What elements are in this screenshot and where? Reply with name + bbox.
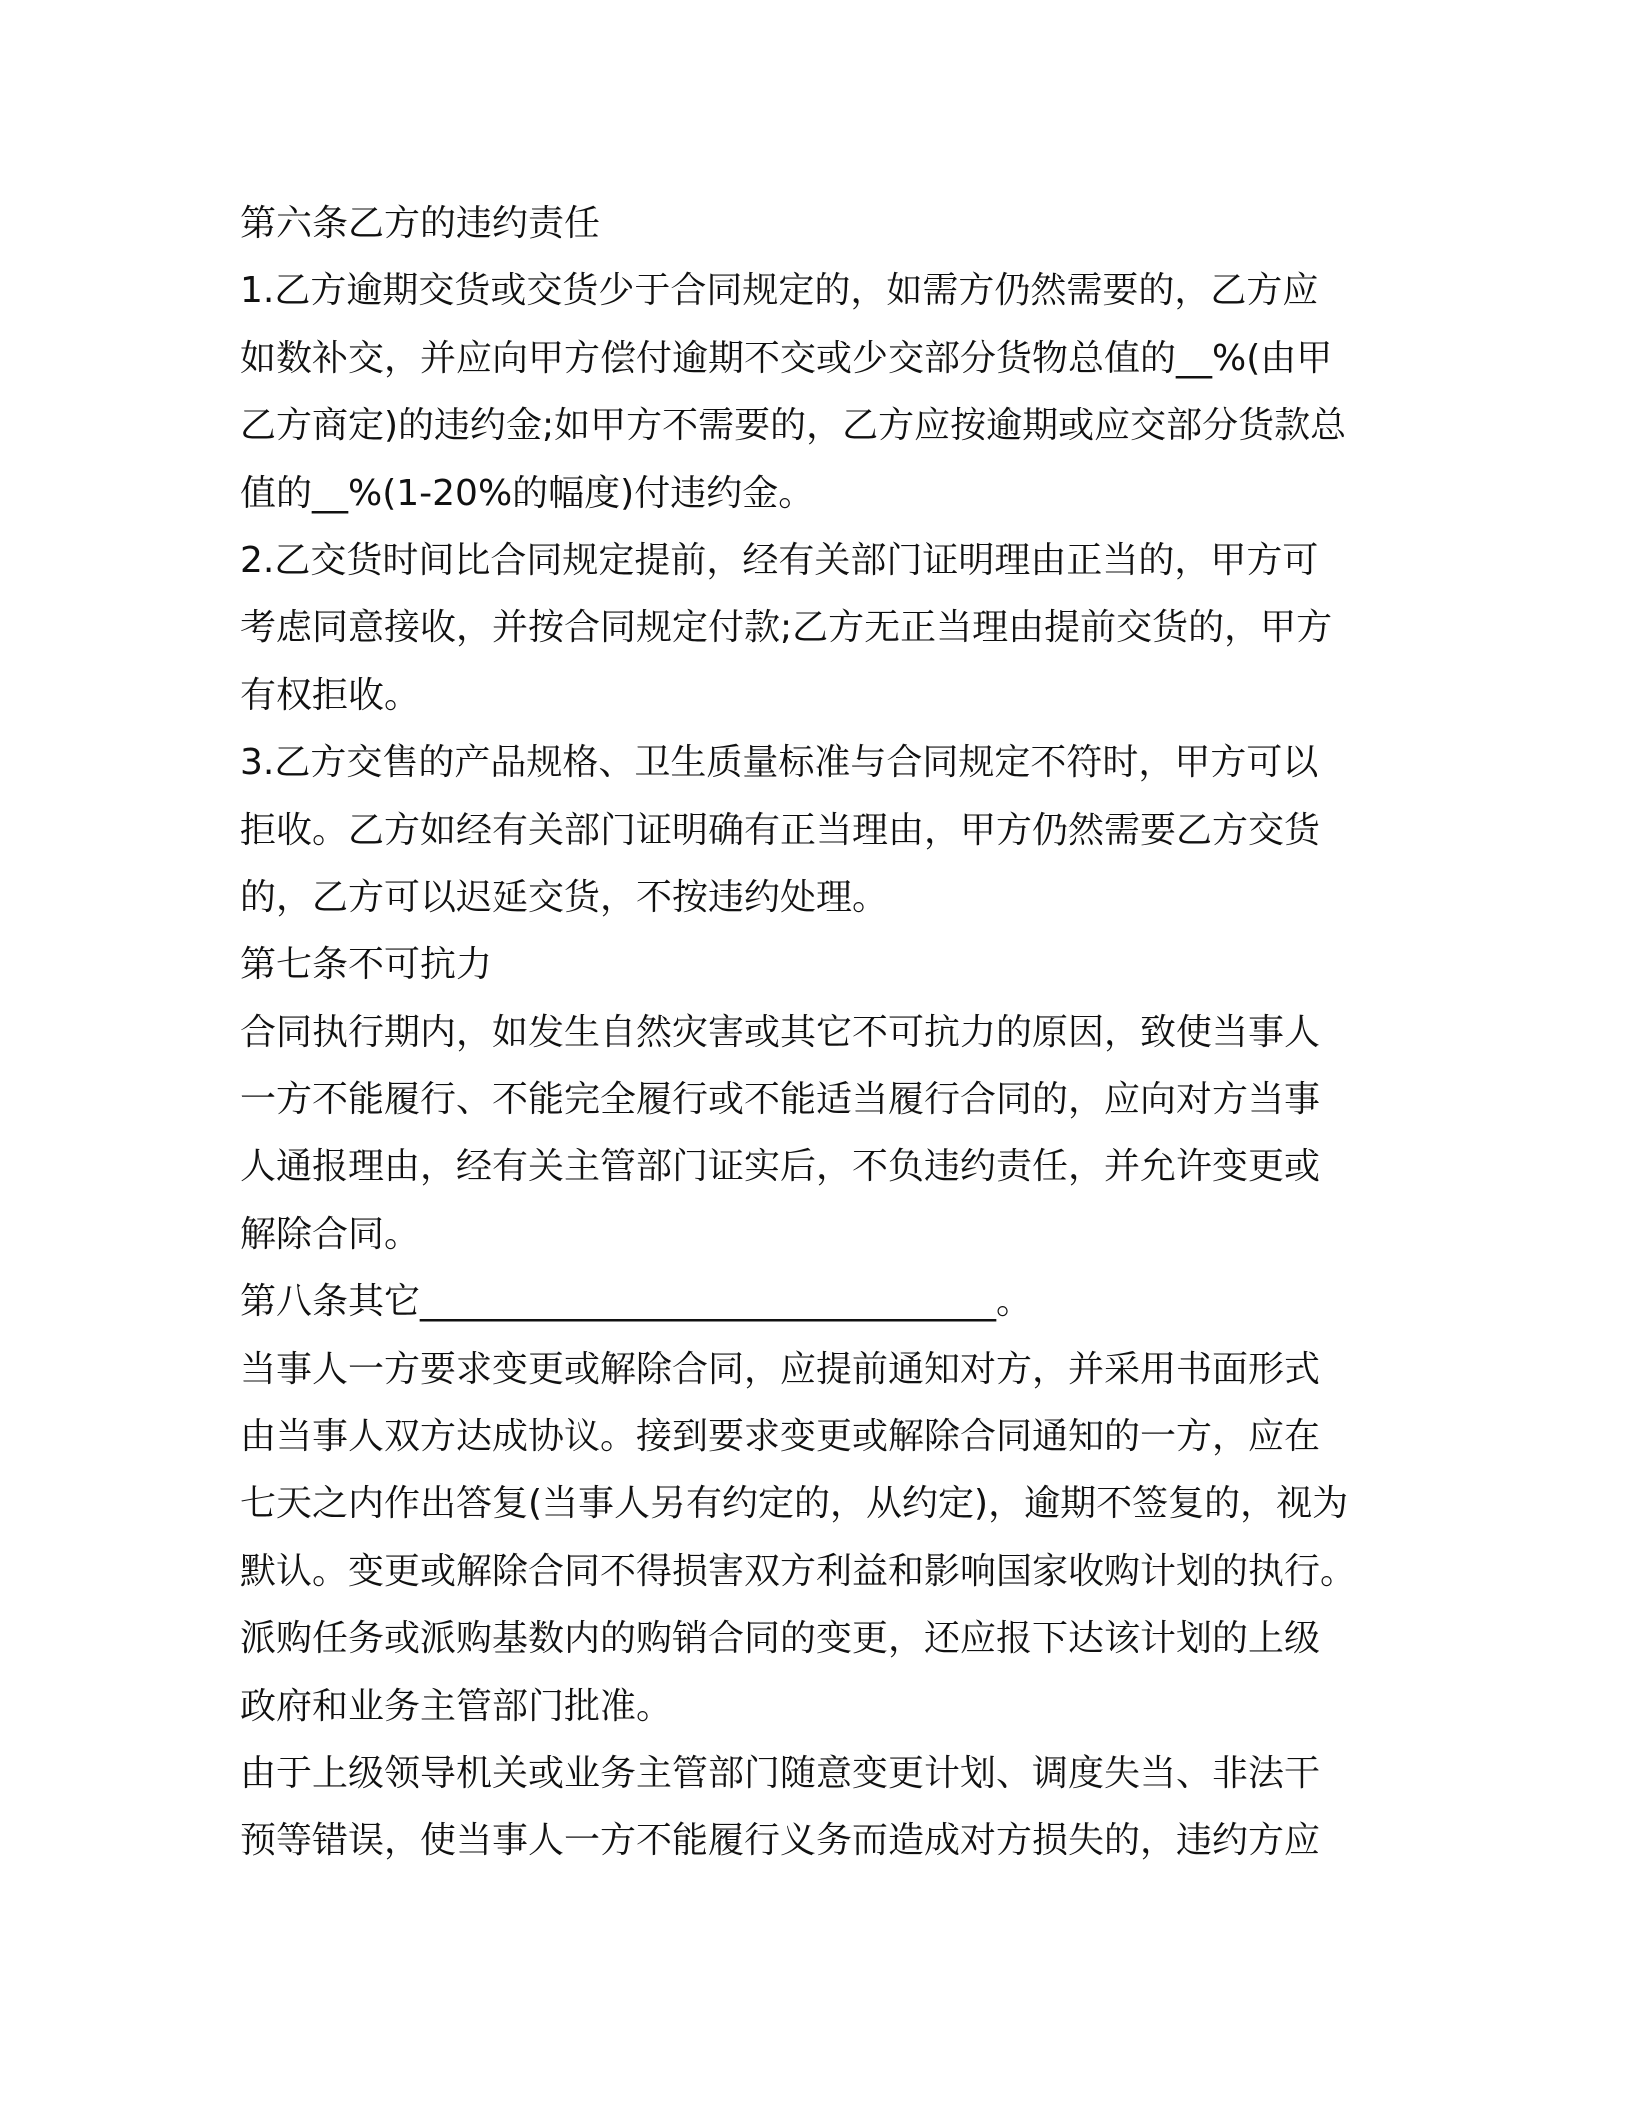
text-line: 当事人一方要求变更或解除合同，应提前通知对方，并采用书面形式 xyxy=(240,1348,1321,1390)
text-line: 一方不能履行、不能完全履行或不能适当履行合同的，应向对方当事 xyxy=(240,1079,1321,1121)
text-line: 考虑同意接收，并按合同规定付款;乙方无正当理由提前交货的，甲方 xyxy=(240,607,1333,649)
text-line: 合同执行期内，如发生自然灾害或其它不可抗力的原因，致使当事人 xyxy=(240,1011,1321,1053)
text-line: 由于上级领导机关或业务主管部门随意变更计划、调度失当、非法干 xyxy=(240,1752,1321,1794)
text-line: 预等错误，使当事人一方不能履行义务而造成对方损失的，违约方应 xyxy=(240,1820,1321,1862)
text-line: 七天之内作出答复(当事人另有约定的，从约定)，逾期不签复的，视为 xyxy=(240,1483,1349,1525)
text-line: 值的__%(1-20%的幅度)付违约金。 xyxy=(240,472,815,514)
text-line: 人通报理由，经有关主管部门证实后，不负违约责任，并允许变更或 xyxy=(240,1146,1321,1188)
section-heading-article-8: 第八条其它________________________________。 xyxy=(240,1281,1033,1323)
text-line: 如数补交，并应向甲方偿付逾期不交或少交部分货物总值的__%(由甲 xyxy=(240,337,1333,379)
text-line: 乙方商定)的违约金;如甲方不需要的，乙方应按逾期或应交部分货款总 xyxy=(240,405,1347,447)
text-line: 2.乙交货时间比合同规定提前，经有关部门证明理由正当的，甲方可 xyxy=(240,539,1319,581)
section-heading-article-6: 第六条乙方的违约责任 xyxy=(240,203,601,244)
text-line: 3.乙方交售的产品规格、卫生质量标准与合同规定不符时，甲方可以 xyxy=(240,742,1319,784)
text-line: 1.乙方逾期交货或交货少于合同规定的，如需方仍然需要的，乙方应 xyxy=(240,270,1319,312)
text-line: 的，乙方可以迟延交货，不按违约处理。 xyxy=(240,876,889,918)
text-line: 默认。变更或解除合同不得损害双方利益和影响国家收购计划的执行。 xyxy=(240,1550,1357,1592)
text-line: 派购任务或派购基数内的购销合同的变更，还应报下达该计划的上级 xyxy=(240,1618,1321,1660)
text-line: 有权拒收。 xyxy=(240,674,421,716)
text-line: 政府和业务主管部门批准。 xyxy=(240,1685,673,1727)
section-heading-article-7: 第七条不可抗力 xyxy=(240,944,493,986)
document-body xyxy=(240,190,1380,1875)
text-line: 拒收。乙方如经有关部门证明确有正当理由，甲方仍然需要乙方交货 xyxy=(240,809,1321,851)
text-line: 由当事人双方达成协议。接到要求变更或解除合同通知的一方，应在 xyxy=(240,1416,1321,1458)
text-line: 解除合同。 xyxy=(240,1213,421,1255)
